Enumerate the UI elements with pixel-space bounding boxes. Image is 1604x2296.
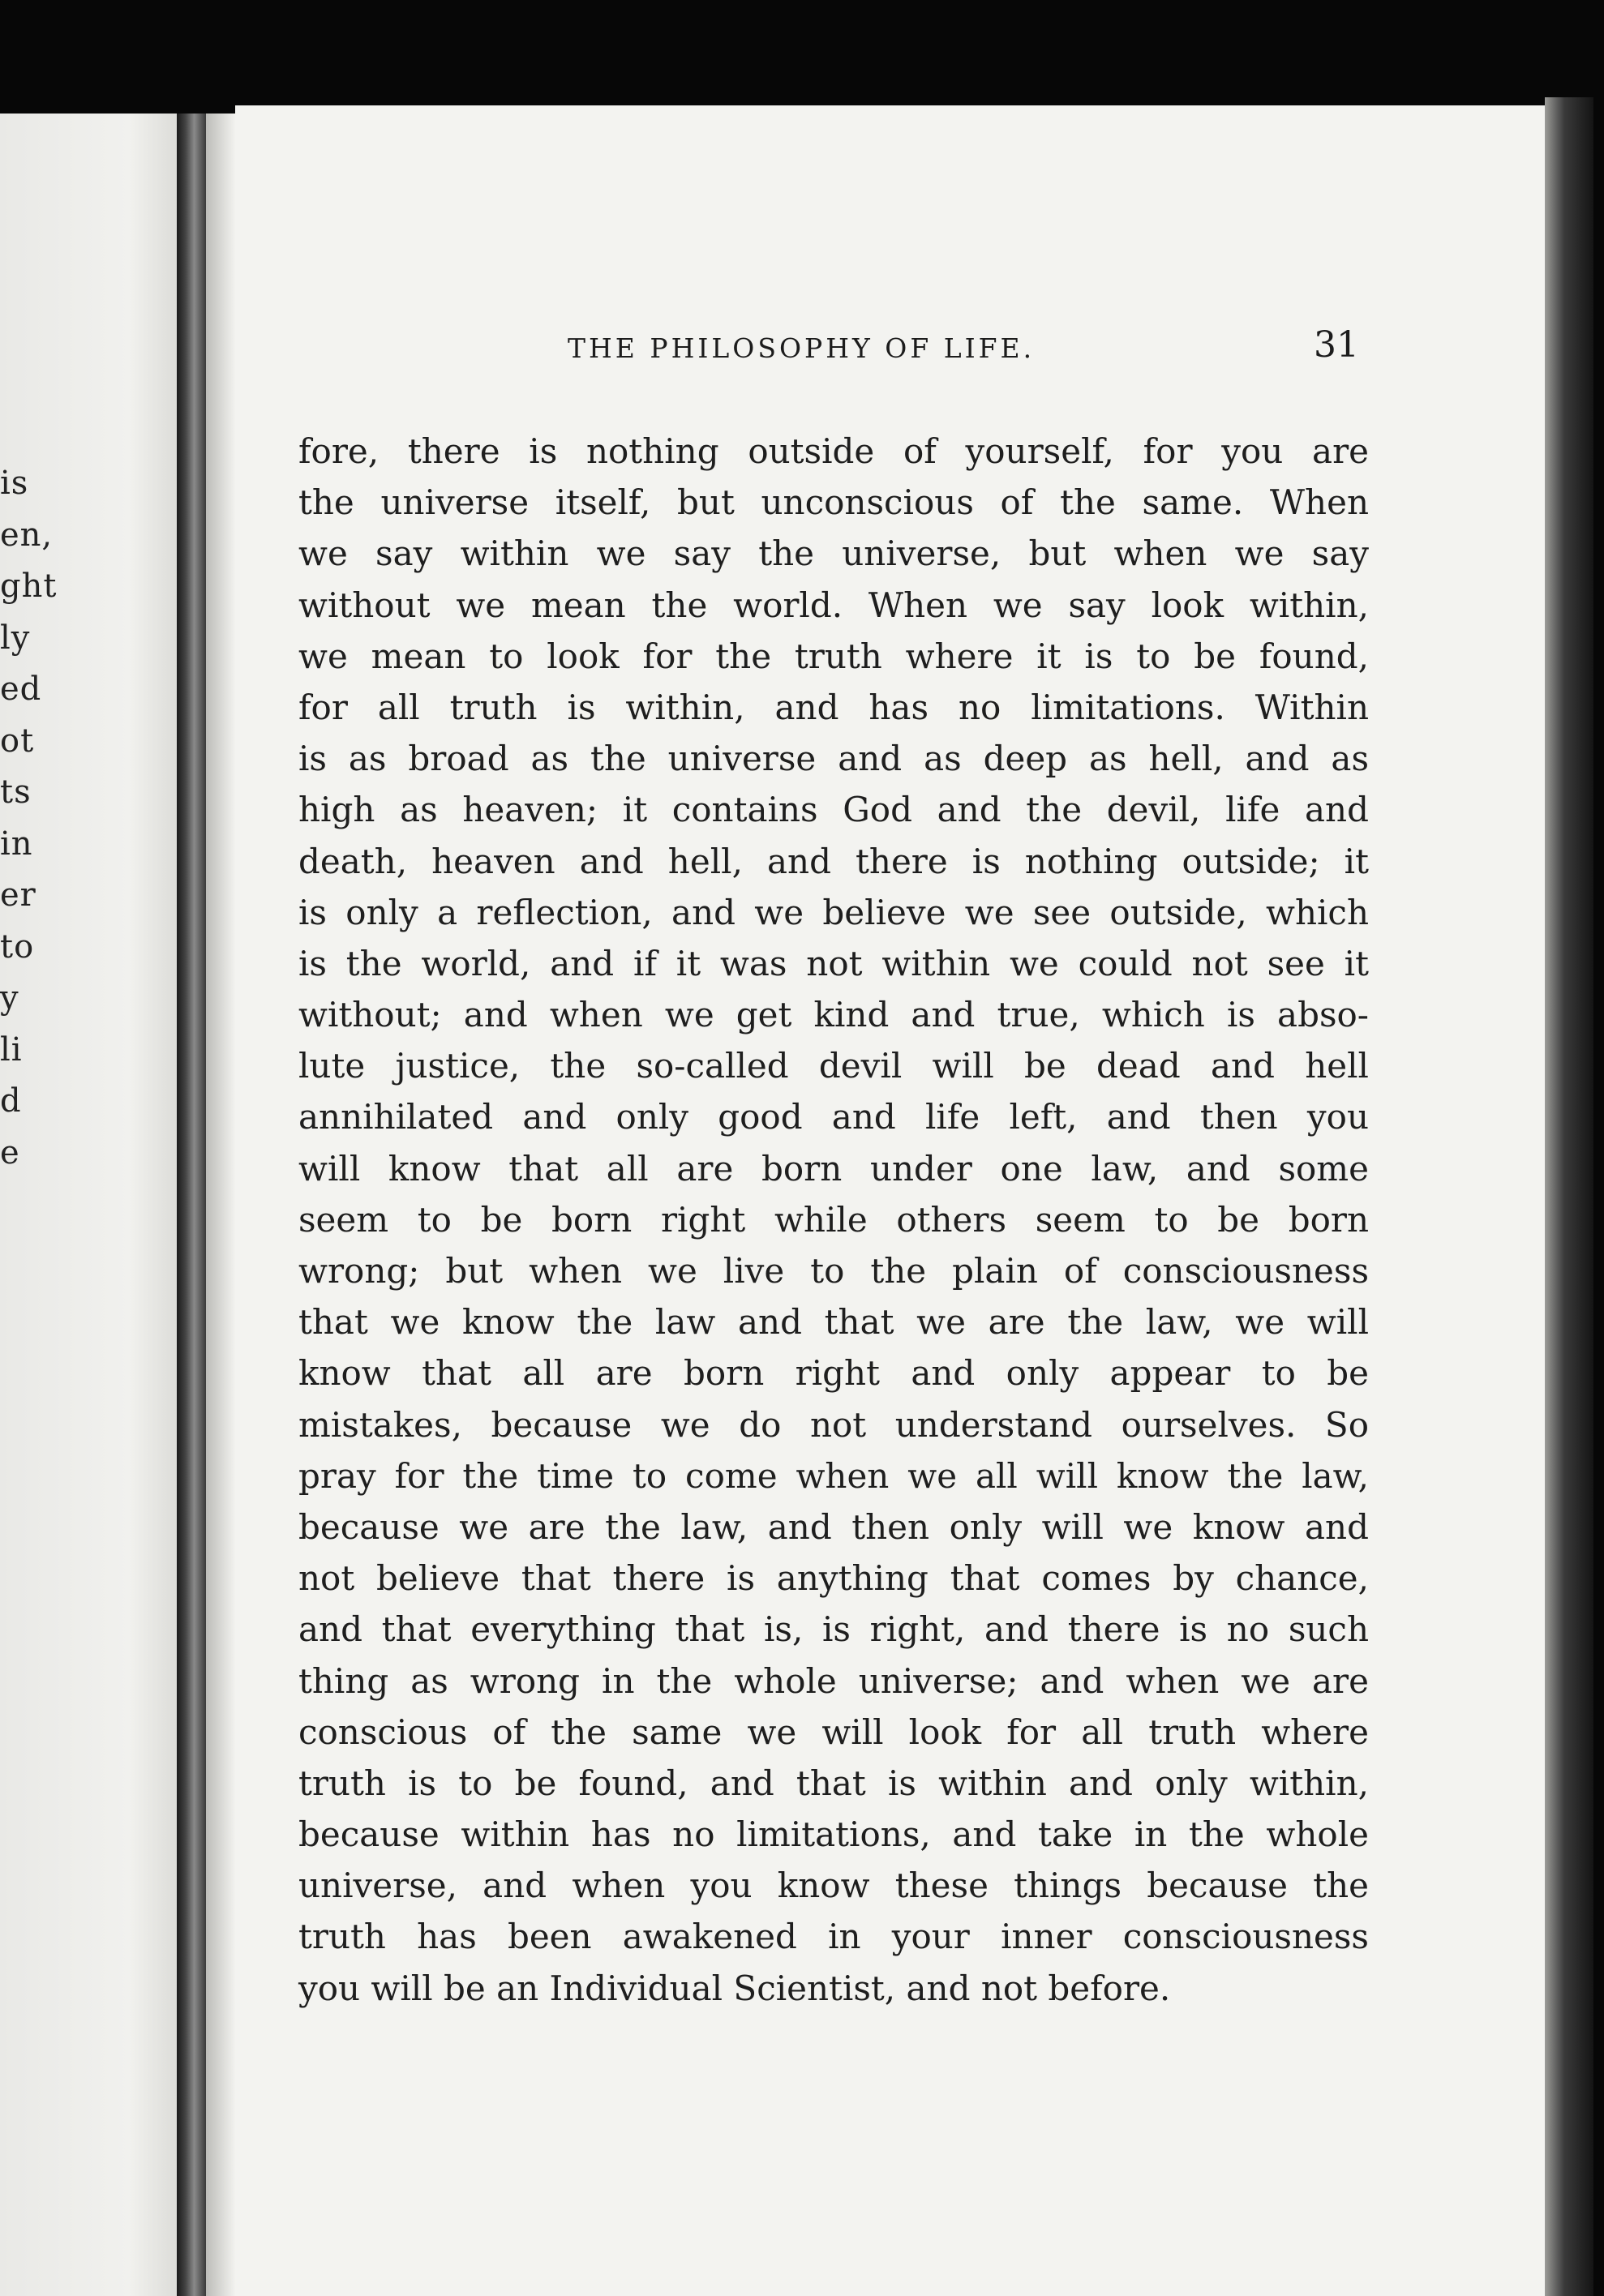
left-page-fragment: to: [0, 927, 35, 966]
text-line: without we mean the world. When we say look within,: [298, 585, 1369, 625]
page-edge: [1545, 97, 1593, 2296]
text-line: know that all are born right and only appear to be: [298, 1353, 1369, 1394]
text-line: will know that all are born under one law, and some: [298, 1148, 1369, 1189]
text-line: without; and when we get kind and true, which is abso-: [298, 995, 1369, 1035]
text-line: pray for the time to come when we all will know the law,: [298, 1455, 1369, 1496]
text-line: conscious of the same we will look for all truth where: [298, 1711, 1369, 1752]
book-gutter: [177, 114, 206, 2296]
text-line: we say within we say the universe, but when we say: [298, 533, 1369, 574]
left-page-fragment: ed: [0, 670, 42, 708]
text-line: wrong; but when we live to the plain of consciousness: [298, 1251, 1369, 1291]
gutter-shadow: [206, 114, 235, 2296]
text-line: truth has been awakened in your inner consciousness: [298, 1917, 1369, 1957]
left-page-text-fragments: [0, 458, 65, 1385]
left-page-fragment: [0, 1334, 65, 1386]
left-page-fragment: er: [0, 876, 36, 914]
text-line: for all truth is within, and has no limitations. Within: [298, 687, 1369, 727]
text-line: thing as wrong in the whole universe; and when we are: [298, 1660, 1369, 1701]
text-line: mistakes, because we do not understand ourselves. So: [298, 1404, 1369, 1445]
left-page-fragment: ot: [0, 722, 35, 760]
text-line: seem to be born right while others seem to be born: [298, 1199, 1369, 1240]
text-line: because we are the law, and then only will we know and: [298, 1506, 1369, 1547]
left-page-fragment: d: [0, 1082, 22, 1120]
text-line: is the world, and if it was not within we could not see it: [298, 943, 1369, 983]
left-page-fragment: en,: [0, 516, 54, 554]
left-page-fragment: [0, 1231, 65, 1283]
text-line: fore, there is nothing outside of yourself, for you are: [298, 431, 1369, 471]
text-line: truth is to be found, and that is within and only within,: [298, 1763, 1369, 1803]
left-page-fragment: li: [0, 1030, 23, 1069]
text-line: the universe itself, but unconscious of the same. When: [298, 482, 1369, 523]
text-line: universe, and when you know these things because the: [298, 1866, 1369, 1906]
left-page-fragment: [0, 1282, 65, 1334]
left-page-fragment: y: [0, 979, 19, 1017]
text-line: we mean to look for the truth where it is to be found,: [298, 636, 1369, 676]
text-line: high as heaven; it contains God and the devil, life and: [298, 790, 1369, 830]
text-line: that we know the law and that we are the law, we will: [298, 1302, 1369, 1343]
text-line: not believe that there is anything that comes by chance,: [298, 1558, 1369, 1599]
left-page-fragment: e: [0, 1133, 20, 1172]
text-line: death, heaven and hell, and there is nothing outside; it: [298, 841, 1369, 881]
left-page-fragment: in: [0, 825, 33, 863]
text-line: because within has no limitations, and take in the whole: [298, 1814, 1369, 1855]
text-line: lute justice, the so-called devil will be dead and hell: [298, 1046, 1369, 1086]
text-line: and that everything that is, is right, and there is no such: [298, 1609, 1369, 1650]
left-page-fragment: [0, 1179, 65, 1231]
running-head: THE PHILOSOPHY OF LIFE.: [568, 332, 1036, 364]
left-page-fragment: ly: [0, 619, 31, 657]
text-line: is as broad as the universe and as deep as hell, and as: [298, 739, 1369, 779]
text-line: you will be an Individual Scientist, and not before.: [298, 1968, 1171, 2008]
text-line: is only a reflection, and we believe we see outside, which: [298, 892, 1369, 932]
text-line: annihilated and only good and life left, and then you: [298, 1097, 1369, 1137]
body-text: [298, 426, 1369, 2014]
page-number: 31: [1314, 324, 1359, 366]
left-page-fragment: ght: [0, 568, 58, 605]
left-page-fragment: is: [0, 465, 29, 502]
left-page-fragment: ts: [0, 773, 32, 811]
